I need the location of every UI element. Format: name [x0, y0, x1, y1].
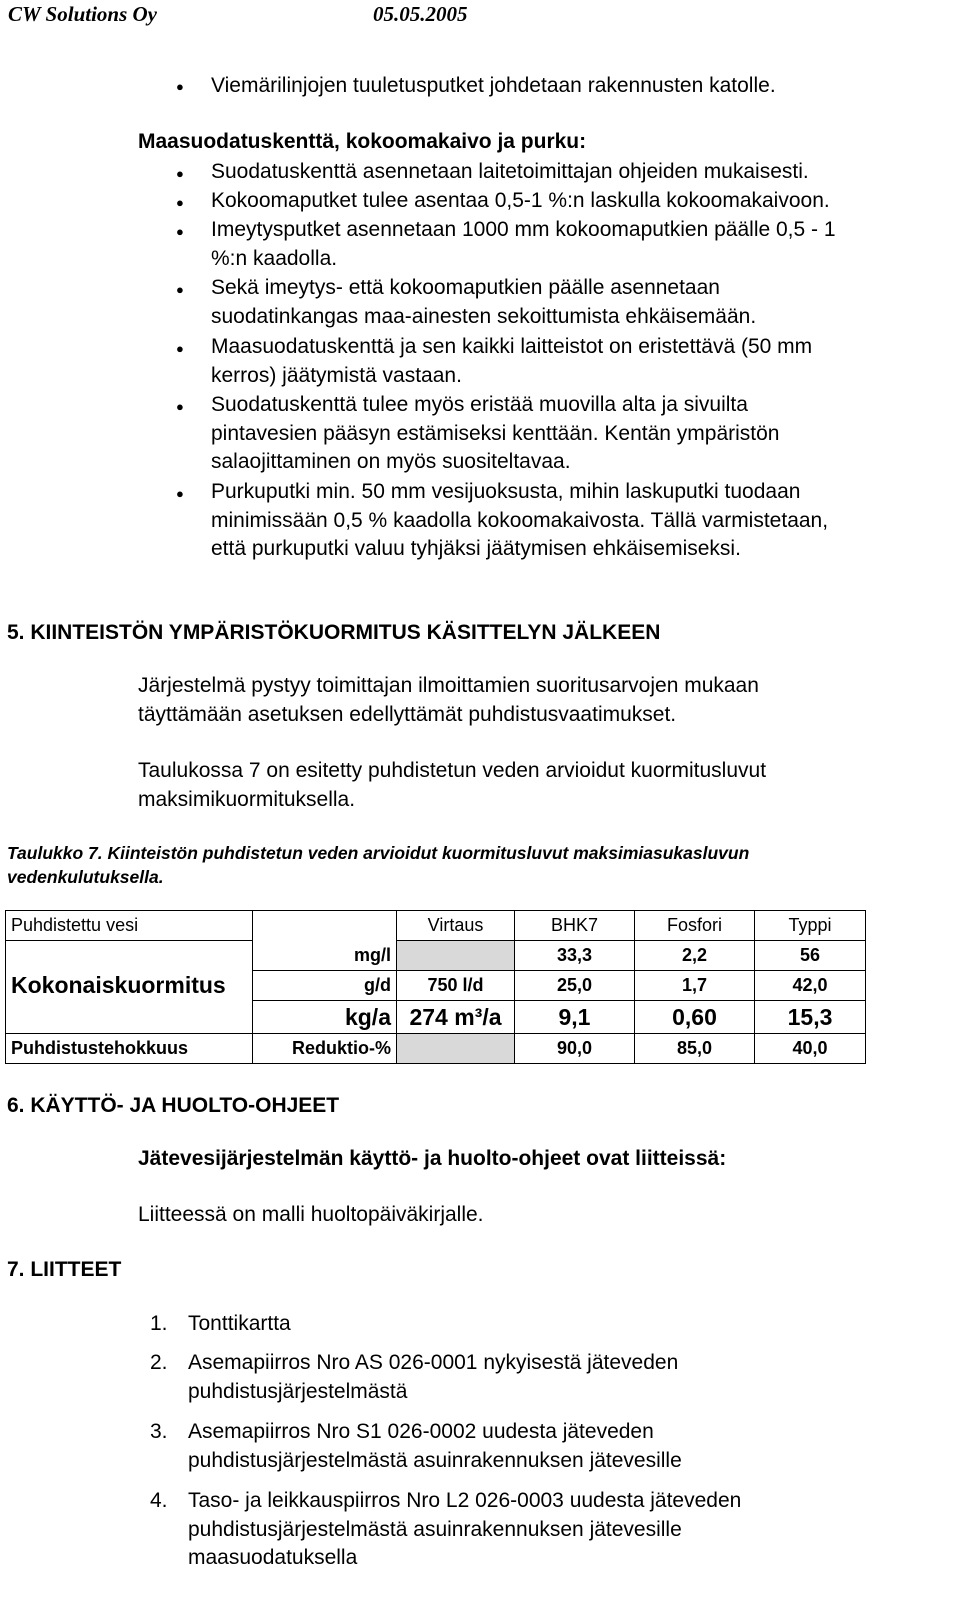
list-item	[188, 1349, 678, 1406]
table-cell	[397, 941, 515, 971]
bullet-icon	[176, 486, 184, 501]
list-item-line: puhdistusjärjestelmästä asuinrakennuksen jätevesille	[188, 1448, 682, 1472]
table-cell: 2,2	[635, 941, 755, 971]
list-item	[211, 158, 809, 187]
list-item-line: %:n kaadolla.	[211, 246, 338, 270]
list-item	[211, 391, 780, 477]
table-cell: 750 l/d	[397, 971, 515, 1001]
table-cell	[397, 1034, 515, 1064]
unit-cell: kg/a	[253, 1001, 397, 1034]
list-item-line: Asemapiirros Nro S1 026-0002 uudesta jäteveden	[188, 1420, 654, 1443]
table-header-cell: BHK7	[515, 911, 635, 941]
list-item	[211, 333, 812, 390]
paragraph-line: maksimikuormituksella.	[138, 787, 356, 811]
list-item-line: kerros) jäätymistä vastaan.	[211, 363, 462, 387]
list-item-line: maasuodatuksella	[188, 1546, 358, 1569]
bullet-icon	[176, 224, 184, 239]
maasuodatus-heading: Maasuodatuskenttä, kokoomakaivo ja purku:	[138, 130, 587, 153]
section-5-paragraph-2	[138, 757, 766, 814]
table-row	[6, 1034, 866, 1064]
table-cell: 42,0	[755, 971, 866, 1001]
table-header-row	[6, 911, 866, 941]
table-cell: 40,0	[755, 1034, 866, 1064]
list-item-line: että purkuputki valuu tyhjäksi jäätymisen ehkäisemiseksi.	[211, 537, 741, 560]
list-item-line: salaojittaminen on myös suositeltavaa.	[211, 450, 571, 473]
table-row	[6, 1001, 866, 1034]
table-header-cell: Typpi	[755, 911, 866, 941]
bullet-icon	[176, 341, 184, 356]
caption-line: vedenkulutuksella.	[7, 867, 164, 887]
ventilation-bullet-text: Viemärilinjojen tuuletusputket johdetaan rakennusten katolle.	[211, 74, 776, 97]
table-cell: Puhdistustehokkuus	[6, 1034, 253, 1064]
bullet-icon	[176, 399, 184, 414]
table-cell: 56	[755, 941, 866, 971]
section-6-text: Liitteessä on malli huoltopäiväkirjalle.	[138, 1203, 484, 1226]
list-item-line: Suodatuskenttä tulee myös eristää muovilla alta ja sivuilta	[211, 393, 748, 416]
unit-cell: mg/l	[253, 941, 397, 971]
paragraph-line: täyttämään asetuksen edellyttämät puhdistusvaatimukset.	[138, 702, 677, 726]
bullet-icon	[176, 79, 184, 94]
table-cell: 9,1	[515, 1001, 635, 1034]
bullet-icon	[176, 166, 184, 181]
list-item	[211, 187, 830, 216]
list-item-line: Sekä imeytys- että kokoomaputkien päälle asennetaan	[211, 276, 720, 299]
section-5-heading: 5. KIINTEISTÖN YMPÄRISTÖKUORMITUS KÄSITTELYN JÄLKEEN	[7, 621, 661, 644]
table-header-cell	[253, 911, 397, 941]
table-row	[6, 971, 866, 1001]
table-cell	[6, 941, 253, 971]
table-header-cell: Puhdistettu vesi	[6, 911, 253, 941]
table-cell: 25,0	[515, 971, 635, 1001]
table-caption	[7, 841, 749, 889]
bullet-icon	[176, 282, 184, 297]
list-item-line: pintavesien pääsyn estämiseksi kenttään. Kentän ympäristön	[211, 421, 780, 445]
list-item-line: Imeytysputket asennetaan 1000 mm kokoomaputkien päälle 0,5 - 1	[211, 218, 836, 241]
list-item-line: minimissään 0,5 % kaadolla kokoomakaivosta. Tällä varmistetaan,	[211, 508, 829, 532]
table-cell	[6, 1001, 253, 1034]
list-item	[188, 1310, 291, 1339]
list-item-line: puhdistusjärjestelmästä	[188, 1379, 408, 1403]
table-cell: 0,60	[635, 1001, 755, 1034]
group-label-cell: Kokonaiskuormitus	[6, 971, 253, 1001]
load-table	[5, 910, 866, 1064]
section-6-heading: 6. KÄYTTÖ- JA HUOLTO-OHJEET	[7, 1094, 340, 1117]
list-item-line: Taso- ja leikkauspiirros Nro L2 026-0003 uudesta jäteveden	[188, 1489, 742, 1512]
list-item-line: Purkuputki min. 50 mm vesijuoksusta, mihin laskuputki tuodaan	[211, 480, 801, 503]
list-number: 2.	[150, 1351, 168, 1374]
section-5-paragraph-1	[138, 672, 759, 729]
table-header-cell: Fosfori	[635, 911, 755, 941]
company-name: CW Solutions Oy	[8, 2, 157, 26]
list-number: 3.	[150, 1420, 168, 1443]
paragraph-line: Järjestelmä pystyy toimittajan ilmoittamien suoritusarvojen mukaan	[138, 674, 759, 697]
list-number: 1.	[150, 1312, 168, 1335]
list-item-line: Kokoomaputket tulee asentaa 0,5-1 %:n laskulla kokoomakaivoon.	[211, 189, 830, 212]
bullet-icon	[176, 195, 184, 210]
unit-cell: g/d	[253, 971, 397, 1001]
table-cell: 85,0	[635, 1034, 755, 1064]
table-cell: 15,3	[755, 1001, 866, 1034]
table-cell: 90,0	[515, 1034, 635, 1064]
list-number: 4.	[150, 1489, 168, 1512]
table-cell: 274 m³/a	[397, 1001, 515, 1034]
list-item	[211, 478, 828, 564]
list-item	[211, 274, 756, 331]
section-7-heading: 7. LIITTEET	[7, 1258, 122, 1281]
list-item	[188, 1487, 741, 1573]
document-date: 05.05.2005	[373, 2, 468, 26]
paragraph-line: Taulukossa 7 on esitetty puhdistetun veden arvioidut kuormitusluvut	[138, 759, 767, 782]
list-item-line: Asemapiirros Nro AS 026-0001 nykyisestä jäteveden	[188, 1351, 679, 1374]
caption-line: Taulukko 7. Kiinteistön puhdistetun veden arvioidut kuormitusluvut maksimiasukasluvun	[7, 843, 750, 863]
list-item-line: Suodatuskenttä asennetaan laitetoimittajan ohjeiden mukaisesti.	[211, 160, 809, 183]
list-item-line: puhdistusjärjestelmästä asuinrakennuksen jätevesille	[188, 1517, 682, 1541]
list-item	[188, 1418, 682, 1475]
document-header	[8, 0, 468, 28]
section-6-subheading: Jätevesijärjestelmän käyttö- ja huolto-ohjeet ovat liitteissä:	[138, 1147, 727, 1170]
list-item-line: Maasuodatuskenttä ja sen kaikki laitteistot on eristettävä (50 mm	[211, 335, 813, 358]
table-cell: 33,3	[515, 941, 635, 971]
list-item-line: suodatinkangas maa-ainesten sekoittumista ehkäisemään.	[211, 304, 757, 328]
table-cell: 1,7	[635, 971, 755, 1001]
list-item	[211, 216, 836, 273]
table-row	[6, 941, 866, 971]
list-item-line: Tonttikartta	[188, 1312, 291, 1335]
table-header-cell: Virtaus	[397, 911, 515, 941]
unit-cell: Reduktio-%	[253, 1034, 397, 1064]
